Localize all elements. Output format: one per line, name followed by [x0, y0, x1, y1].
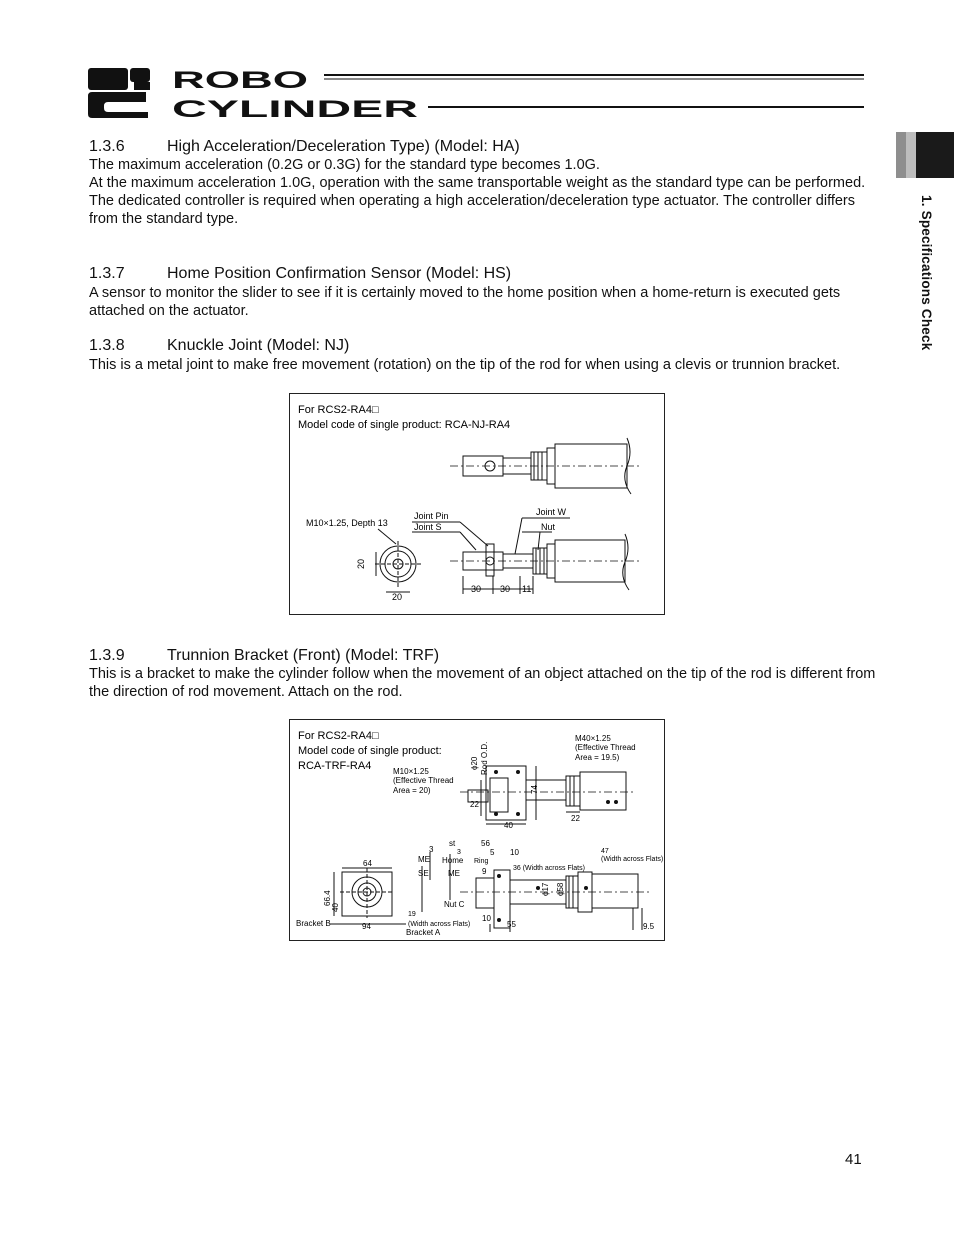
chapter-tab	[896, 132, 954, 178]
fig-caption: Model code of single product:	[298, 745, 442, 757]
dim-label: 11	[522, 584, 532, 594]
dim-label: 66.4	[323, 890, 332, 906]
dim-label: 3	[429, 845, 434, 854]
robo-cylinder-logo	[86, 66, 866, 120]
dim-label: (Width across Flats)	[601, 856, 664, 863]
dim-label: 19	[408, 911, 416, 918]
paragraph: This is a bracket to make the cylinder follow when the movement of an object attached on the tip of the rod is different from the direction of rod movement. Attach on the rod.	[89, 666, 876, 700]
dim-label: 47	[601, 848, 609, 855]
dim-label: M10×1.25	[393, 767, 429, 776]
me-label: ME	[448, 869, 460, 878]
section-title: Home Position Confirmation Sensor (Model: HS)	[167, 265, 512, 282]
paragraph: A sensor to monitor the slider to see if it is certainly moved to the home position when a home-return is executed gets attached on the actuator.	[89, 285, 841, 319]
se-label: SE	[418, 869, 429, 878]
fig-caption: For RCS2-RA4□	[298, 404, 379, 416]
dim-label: 9	[482, 867, 487, 876]
dim-label: ϕ17	[541, 882, 550, 896]
dim-label: 30	[471, 584, 482, 594]
dim-label: 30	[500, 584, 511, 594]
home-label: Home	[442, 856, 464, 865]
paragraph: This is a metal joint to make free movement (rotation) on the tip of the rod for when using a clevis or trunnion bracket.	[89, 357, 841, 373]
logo-text-1: ROBO	[172, 67, 308, 94]
dim-label: Area = 19.5)	[575, 753, 620, 762]
dim-label: 74	[530, 785, 539, 794]
joint-s-label: Joint S	[414, 522, 442, 532]
dim-label: M40×1.25	[575, 734, 611, 743]
joint-w-label: Joint W	[536, 507, 567, 517]
chapter-side-label	[918, 195, 938, 375]
dim-label: ϕ20	[470, 756, 479, 770]
section-title: Knuckle Joint (Model: NJ)	[167, 337, 350, 354]
section-body-137	[89, 284, 879, 320]
section-title: High Acceleration/Deceleration Type) (Model: HA)	[167, 138, 520, 155]
section-body-136	[89, 156, 879, 228]
bracket-b-label: Bracket B	[296, 919, 331, 928]
section-title: Trunnion Bracket (Front) (Model: TRF)	[167, 647, 440, 664]
dim-label: st	[449, 839, 456, 848]
nut-label: Nut	[541, 522, 556, 532]
dim-label: Rod O.D.	[480, 741, 489, 775]
dim-label: 10	[510, 848, 519, 857]
trunnion-bracket-figure	[289, 719, 665, 941]
fig-caption: Model code of single product: RCA-NJ-RA4	[298, 419, 511, 431]
section-number: 1.3.9	[89, 647, 125, 664]
dim-label: 56	[481, 839, 490, 848]
paragraph: The maximum acceleration (0.2G or 0.3G) for the standard type becomes 1.0G.	[89, 157, 600, 173]
section-heading-136	[89, 138, 879, 156]
paragraph: The dedicated controller is required when operating a high acceleration/deceleration type actuator. The controller differs from the standard type.	[89, 193, 856, 227]
dim-label: 22	[571, 814, 580, 823]
dim-label: Area = 20)	[393, 786, 431, 795]
fig-caption: RCA-TRF-RA4	[298, 760, 372, 772]
section-heading-138	[89, 337, 879, 355]
dim-label: 36 (Width across Flats)	[513, 865, 585, 872]
dim-label: (Effective Thread	[575, 743, 636, 752]
fig-caption: For RCS2-RA4□	[298, 730, 379, 742]
dim-label: 20	[392, 592, 403, 602]
joint-pin-label: Joint Pin	[414, 511, 449, 521]
dim-label: 40	[331, 903, 340, 912]
section-number: 1.3.6	[89, 138, 125, 155]
dim-label: 22	[470, 800, 479, 809]
dim-label: 40	[504, 821, 513, 830]
dim-label: 20	[356, 558, 366, 569]
ring-label: Ring	[474, 858, 489, 865]
bracket-a-label: Bracket A	[406, 928, 441, 937]
dim-label: 55	[507, 920, 516, 929]
dim-label: M10×1.25, Depth 13	[306, 518, 388, 528]
section-heading-137	[89, 265, 879, 283]
dim-label: 64	[363, 859, 372, 868]
section-body-138	[89, 356, 879, 374]
section-heading-139	[89, 647, 879, 665]
dim-label: 9.5	[643, 922, 655, 931]
chapter-side-label-text: 1. Specifications Check	[919, 195, 934, 351]
section-number: 1.3.8	[89, 337, 125, 354]
dim-label: 94	[362, 922, 371, 931]
dim-label: (Width across Flats)	[408, 921, 471, 928]
me-label: ME	[418, 855, 430, 864]
logo-text-2: CYLINDER	[172, 96, 418, 120]
dim-label: ϕ58	[556, 882, 565, 896]
dim-label: (Effective Thread	[393, 776, 454, 785]
knuckle-joint-figure	[289, 393, 665, 615]
nut-c-label: Nut C	[444, 900, 465, 909]
page-number: 41	[845, 1151, 862, 1168]
section-number: 1.3.7	[89, 265, 125, 282]
paragraph: At the maximum acceleration 1.0G, operation with the same transportable weight as the standard type can be performed.	[89, 175, 866, 191]
dim-label: 10	[482, 914, 491, 923]
dim-label: 5	[490, 848, 495, 857]
dim-label: 3	[457, 849, 461, 856]
section-body-139	[89, 665, 879, 701]
